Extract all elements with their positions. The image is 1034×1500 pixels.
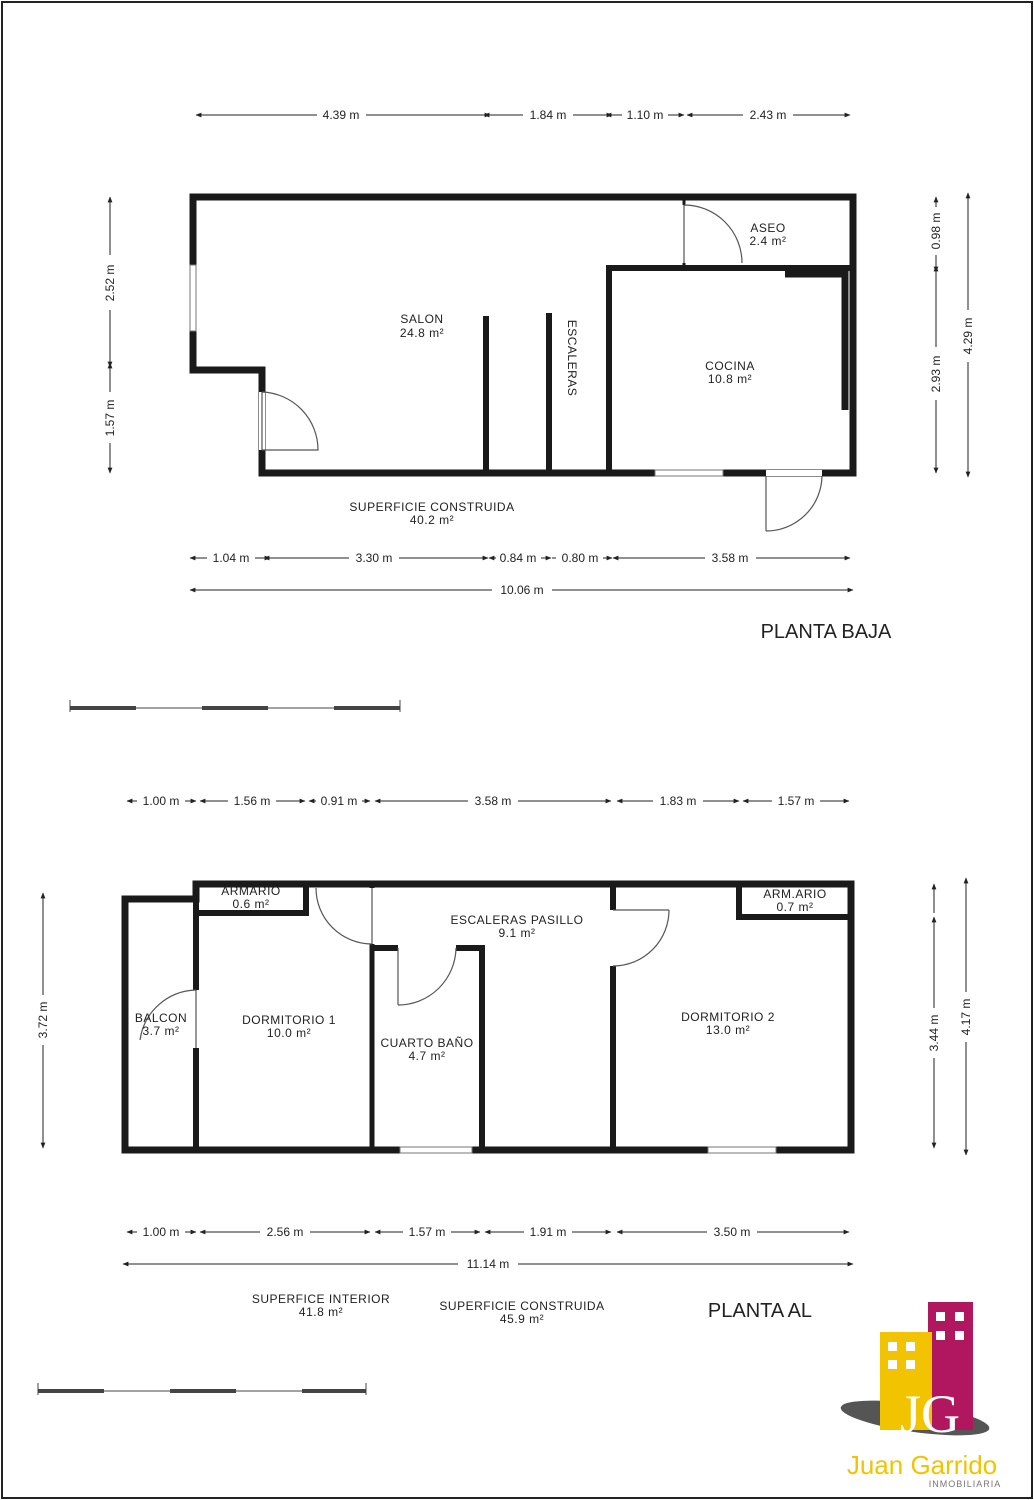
dimension-label: 1.57 m bbox=[777, 794, 815, 808]
logo-tagline: INMOBILIARIA bbox=[928, 1479, 1002, 1489]
dimension-line bbox=[485, 1225, 611, 1239]
dimension-label: 2.52 m bbox=[103, 264, 117, 302]
door-opening bbox=[610, 910, 616, 966]
room-area-dormitorio-1: 10.0 m² bbox=[266, 1026, 312, 1040]
room-area-cuarto-bano: 4.7 m² bbox=[408, 1049, 446, 1063]
room-name-armario-2: ARM.ARIO bbox=[763, 887, 827, 901]
room-name-cocina: COCINA bbox=[705, 359, 755, 373]
room-area-armario-2: 0.7 m² bbox=[776, 900, 814, 914]
dimension-label: 1.91 m bbox=[529, 1225, 567, 1239]
dimension-label: 1.10 m bbox=[626, 108, 664, 122]
dimension-line bbox=[961, 193, 975, 477]
window bbox=[190, 265, 196, 331]
dimension-line bbox=[687, 108, 850, 122]
dimension-line bbox=[959, 878, 973, 1155]
dimension-label: 1.04 m bbox=[212, 551, 250, 565]
ground-interior-wall bbox=[785, 274, 845, 410]
logo-monogram: JG bbox=[899, 1384, 961, 1444]
dimension-line bbox=[613, 551, 850, 565]
dimension-line bbox=[196, 108, 490, 122]
dimension-line bbox=[127, 794, 196, 808]
dimension-line bbox=[552, 551, 612, 565]
dimension-label: 4.29 m bbox=[961, 317, 975, 355]
dimension-line bbox=[200, 794, 305, 808]
dimension-label: 0.91 m bbox=[320, 794, 358, 808]
door-swing bbox=[766, 476, 822, 531]
upper-floor-plan bbox=[36, 794, 973, 1395]
dimension-line bbox=[617, 794, 739, 808]
dimension-label: 3.58 m bbox=[474, 794, 512, 808]
room-name-salon: SALON bbox=[400, 312, 444, 326]
surface-built-value: 45.9 m² bbox=[499, 1312, 545, 1326]
dimension-label: 3.44 m bbox=[927, 1014, 941, 1052]
dimension-line bbox=[190, 551, 270, 565]
surface-label: SUPERFICIE CONSTRUIDA bbox=[349, 500, 515, 514]
dimension-line-total bbox=[190, 583, 853, 597]
dimension-label: 0.98 m bbox=[929, 212, 943, 250]
door-swing bbox=[398, 948, 456, 1005]
dimension-label: 3.58 m bbox=[711, 551, 749, 565]
window bbox=[400, 1147, 472, 1153]
dimension-label: 1.00 m bbox=[142, 794, 180, 808]
dimension-label: 4.17 m bbox=[959, 998, 973, 1036]
room-name-escaleras-pasillo: ESCALERAS PASILLO bbox=[450, 913, 584, 927]
dimension-line bbox=[103, 197, 117, 367]
scale-bar bbox=[38, 1383, 366, 1395]
dimension-line bbox=[929, 266, 943, 473]
page-frame bbox=[2, 2, 1032, 1498]
door-opening bbox=[766, 470, 822, 476]
floor-title-upper: PLANTA AL bbox=[707, 1300, 813, 1322]
dimension-line bbox=[375, 794, 611, 808]
surface-interior-value: 41.8 m² bbox=[298, 1305, 344, 1319]
room-name-armario-1: ARMARIO bbox=[221, 884, 281, 898]
room-area-balcon: 3.7 m² bbox=[142, 1024, 180, 1038]
dimension-label: 10.06 m bbox=[500, 583, 544, 597]
dimension-line bbox=[617, 1225, 849, 1239]
dimension-label: 0.80 m bbox=[561, 551, 599, 565]
company-logo bbox=[839, 1302, 1001, 1489]
scale-bar bbox=[70, 700, 400, 712]
dimension-line bbox=[264, 551, 488, 565]
room-area-dormitorio-2: 13.0 m² bbox=[705, 1023, 751, 1037]
door-swing bbox=[262, 392, 318, 450]
dimension-line-total bbox=[123, 1257, 853, 1271]
dimension-label: 2.43 m bbox=[749, 108, 787, 122]
dimension-label: 11.14 m bbox=[466, 1257, 510, 1271]
dimension-label: 3.72 m bbox=[36, 1001, 50, 1039]
door-swing bbox=[613, 910, 669, 966]
dimension-line bbox=[743, 794, 849, 808]
surface-interior-label: SUPERFICE INTERIOR bbox=[251, 1292, 391, 1306]
dimension-label: 1.57 m bbox=[103, 399, 117, 437]
room-area-salon: 24.8 m² bbox=[399, 326, 445, 340]
dimension-line bbox=[375, 1225, 480, 1239]
dimension-label: 0.84 m bbox=[499, 551, 537, 565]
window bbox=[708, 1147, 776, 1153]
dimension-line bbox=[929, 197, 943, 272]
logo-name: Juan Garrido bbox=[846, 1450, 998, 1480]
dimension-label: 1.83 m bbox=[659, 794, 697, 808]
dimension-line bbox=[309, 794, 370, 808]
room-name-escaleras: ESCALERAS bbox=[565, 319, 579, 397]
dimension-line bbox=[606, 108, 684, 122]
dimension-line bbox=[103, 363, 117, 473]
dimension-line bbox=[127, 1225, 196, 1239]
room-area-cocina: 10.8 m² bbox=[707, 372, 753, 386]
dimension-line bbox=[36, 893, 50, 1148]
floor-title-ground: PLANTA BAJA bbox=[760, 621, 892, 643]
dimension-label: 2.93 m bbox=[929, 355, 943, 393]
dimension-line bbox=[489, 551, 551, 565]
window bbox=[655, 470, 723, 476]
room-name-dormitorio-2: DORMITORIO 2 bbox=[681, 1010, 775, 1024]
room-name-balcon: BALCON bbox=[134, 1011, 188, 1025]
dimension-label: 4.39 m bbox=[322, 108, 360, 122]
door-swing bbox=[316, 888, 372, 944]
dimension-label: 3.50 m bbox=[713, 1225, 751, 1239]
dimension-label: 1.57 m bbox=[408, 1225, 446, 1239]
dimension-label: 1.84 m bbox=[529, 108, 567, 122]
room-area-escaleras-pasillo: 9.1 m² bbox=[498, 926, 536, 940]
dimension-line bbox=[200, 1225, 370, 1239]
ground-floor-plan bbox=[70, 108, 975, 712]
door-opening bbox=[398, 945, 456, 951]
dimension-line bbox=[484, 108, 612, 122]
dimension-line bbox=[927, 884, 941, 1148]
dimension-label: 1.00 m bbox=[142, 1225, 180, 1239]
dimension-label: 2.56 m bbox=[266, 1225, 304, 1239]
room-name-aseo: ASEO bbox=[750, 221, 786, 235]
room-area-armario-1: 0.6 m² bbox=[232, 897, 270, 911]
room-name-cuarto-bano: CUARTO BAÑO bbox=[380, 1036, 474, 1050]
surface-built-label: SUPERFICIE CONSTRUIDA bbox=[439, 1299, 605, 1313]
dimension-label: 1.56 m bbox=[233, 794, 271, 808]
room-name-dormitorio-1: DORMITORIO 1 bbox=[242, 1013, 336, 1027]
room-area-aseo: 2.4 m² bbox=[749, 234, 787, 248]
dimension-label: 3.30 m bbox=[355, 551, 393, 565]
surface-value: 40.2 m² bbox=[409, 513, 455, 527]
door-swing bbox=[684, 205, 742, 263]
